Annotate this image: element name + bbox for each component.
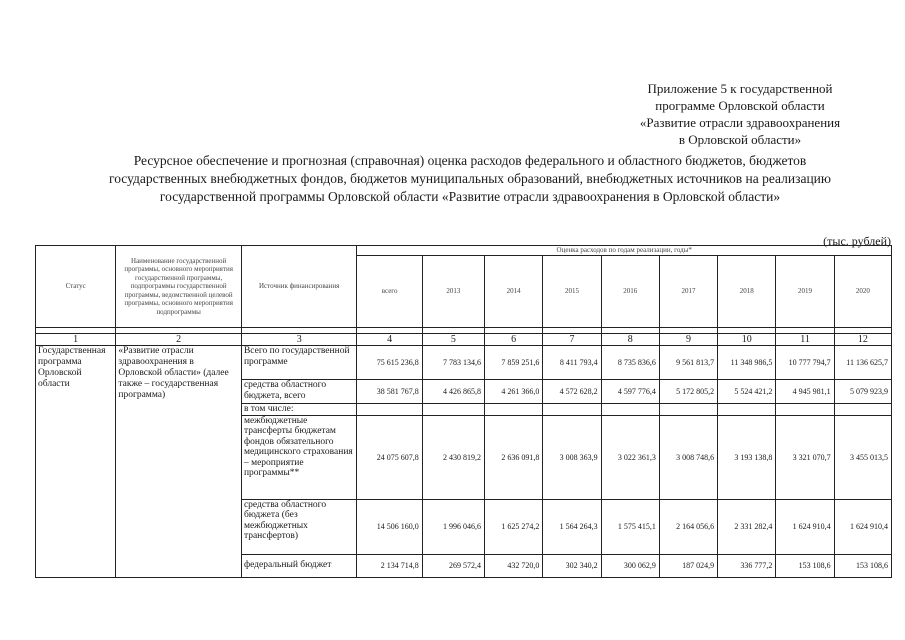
header-name: Наименование государственной программы, основного мероприятия государственной программы, подпрограммы государственной программы, ведомственной целевой программы, основного мероприятия подпрограммы — [116, 246, 242, 328]
header-source: Источник финансирования — [241, 246, 357, 328]
value-cell: 269 572,4 — [422, 554, 484, 577]
value-cell: 3 022 361,3 — [601, 415, 659, 499]
source-cell: средства областного бюджета, всего — [241, 380, 357, 404]
value-cell: 1 624 910,4 — [834, 499, 891, 554]
appendix-line: в Орловской области» — [678, 132, 802, 147]
value-cell — [659, 404, 717, 416]
value-cell: 75 615 236,8 — [357, 346, 422, 380]
value-cell: 3 193 138,8 — [718, 415, 776, 499]
value-cell: 1 996 046,6 — [422, 499, 484, 554]
col-number: 1 — [36, 334, 116, 346]
col-number: 3 — [241, 334, 357, 346]
value-cell: 2 164 056,6 — [659, 499, 717, 554]
title-line: государственной программы Орловской области «Развитие отрасли здравоохранения в Орловской области» — [159, 189, 781, 204]
col-number: 2 — [116, 334, 242, 346]
value-cell — [776, 404, 834, 416]
value-cell: 336 777,2 — [718, 554, 776, 577]
table-row — [36, 346, 892, 380]
value-cell: 300 062,9 — [601, 554, 659, 577]
col-number: 12 — [834, 334, 891, 346]
value-cell: 4 426 865,8 — [422, 380, 484, 404]
value-cell: 7 859 251,6 — [485, 346, 543, 380]
source-cell: средства областного бюджета (без межбюджетных трансфертов) — [241, 499, 357, 554]
header-year: всего — [357, 256, 422, 328]
value-cell — [422, 404, 484, 416]
col-number: 11 — [776, 334, 834, 346]
value-cell: 3 455 013,5 — [834, 415, 891, 499]
value-cell: 9 561 813,7 — [659, 346, 717, 380]
source-cell: федеральный бюджет — [241, 554, 357, 577]
value-cell: 38 581 767,8 — [357, 380, 422, 404]
appendix-caption — [590, 80, 890, 148]
title-line: государственных внебюджетных фондов, бюджетов муниципальных образований, внебюджетных источников на реализацию — [109, 171, 831, 186]
value-cell — [718, 404, 776, 416]
col-number: 9 — [659, 334, 717, 346]
value-cell: 5 172 805,2 — [659, 380, 717, 404]
program-name-cell: «Развитие отрасли здравоохранения в Орловской области» (далее также – государственная программа) — [116, 346, 242, 578]
col-number: 5 — [422, 334, 484, 346]
value-cell: 432 720,0 — [485, 554, 543, 577]
header-year: 2019 — [776, 256, 834, 328]
header-year: 2017 — [659, 256, 717, 328]
header-year: 2020 — [834, 256, 891, 328]
col-number: 7 — [543, 334, 601, 346]
value-cell: 5 079 923,9 — [834, 380, 891, 404]
col-number: 4 — [357, 334, 422, 346]
value-cell: 187 024,9 — [659, 554, 717, 577]
header-status: Статус — [36, 246, 116, 328]
appendix-line: программе Орловской области — [655, 98, 825, 113]
header-year: 2016 — [601, 256, 659, 328]
value-cell — [601, 404, 659, 416]
col-number: 10 — [718, 334, 776, 346]
document-title — [50, 152, 890, 206]
value-cell: 1 575 415,1 — [601, 499, 659, 554]
value-cell: 10 777 794,7 — [776, 346, 834, 380]
value-cell: 302 340,2 — [543, 554, 601, 577]
value-cell — [485, 404, 543, 416]
header-year: 2013 — [422, 256, 484, 328]
value-cell: 4 597 776,4 — [601, 380, 659, 404]
resource-table — [35, 245, 892, 578]
value-cell: 2 430 819,2 — [422, 415, 484, 499]
value-cell: 2 636 091,8 — [485, 415, 543, 499]
units-label: (тыс. рублей) — [823, 234, 891, 248]
value-cell — [834, 404, 891, 416]
value-cell: 11 136 625,7 — [834, 346, 891, 380]
value-cell: 7 783 134,6 — [422, 346, 484, 380]
appendix-line: «Развитие отрасли здравоохранения — [639, 115, 841, 130]
value-cell: 4 261 366,0 — [485, 380, 543, 404]
source-cell: в том числе: — [241, 404, 357, 416]
value-cell: 8 411 793,4 — [543, 346, 601, 380]
header-estimate: Оценка расходов по годам реализации, годы* — [357, 246, 892, 256]
source-cell: межбюджетные трансферты бюджетам фондов обязательного медицинского страхования – мероприятие программы** — [241, 415, 357, 499]
value-cell: 2 134 714,8 — [357, 554, 422, 577]
value-cell: 3 321 070,7 — [776, 415, 834, 499]
header-year: 2014 — [485, 256, 543, 328]
value-cell — [543, 404, 601, 416]
header-row — [36, 246, 892, 256]
value-cell: 2 331 282,4 — [718, 499, 776, 554]
title-line: Ресурсное обеспечение и прогнозная (справочная) оценка расходов федерального и областного бюджетов, бюджетов — [133, 153, 807, 168]
value-cell: 24 075 607,8 — [357, 415, 422, 499]
value-cell: 3 008 748,6 — [659, 415, 717, 499]
value-cell: 4 945 981,1 — [776, 380, 834, 404]
value-cell: 5 524 421,2 — [718, 380, 776, 404]
value-cell: 3 008 363,9 — [543, 415, 601, 499]
value-cell — [357, 404, 422, 416]
value-cell: 153 108,6 — [834, 554, 891, 577]
header-year: 2018 — [718, 256, 776, 328]
value-cell: 1 624 910,4 — [776, 499, 834, 554]
status-cell: Государственная программа Орловской области — [36, 346, 116, 578]
value-cell: 1 625 274,2 — [485, 499, 543, 554]
source-cell: Всего по государственной программе — [241, 346, 357, 380]
column-numbers-row — [36, 334, 892, 346]
value-cell: 1 564 264,3 — [543, 499, 601, 554]
value-cell: 4 572 628,2 — [543, 380, 601, 404]
value-cell: 14 506 160,0 — [357, 499, 422, 554]
value-cell: 153 108,6 — [776, 554, 834, 577]
col-number: 8 — [601, 334, 659, 346]
value-cell: 8 735 836,6 — [601, 346, 659, 380]
col-number: 6 — [485, 334, 543, 346]
appendix-line: Приложение 5 к государственной — [647, 81, 833, 96]
header-year: 2015 — [543, 256, 601, 328]
value-cell: 11 348 986,5 — [718, 346, 776, 380]
